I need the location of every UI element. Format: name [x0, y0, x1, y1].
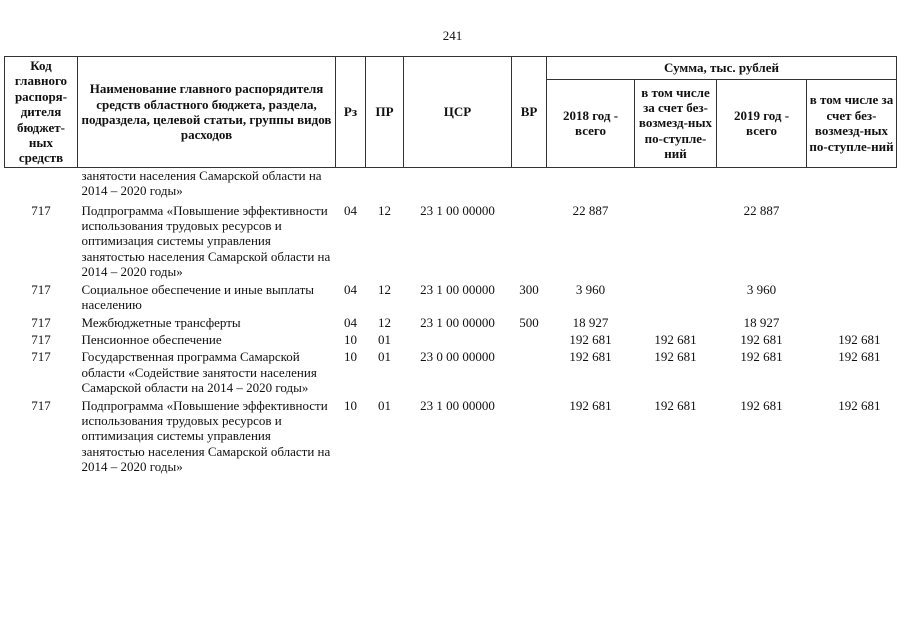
cell-vr [512, 330, 547, 347]
cell-2019-total: 192 681 [740, 349, 783, 365]
cell-vr [512, 396, 547, 475]
col-header-sum-group: Сумма, тыс. рублей [547, 57, 897, 80]
table-row [5, 313, 897, 330]
cell-2018-incl [635, 199, 717, 280]
cell-code: 717 [31, 331, 51, 347]
cell-2019-incl: 192 681 [838, 397, 881, 413]
cell-2018-total: 3 960 [575, 281, 606, 297]
col-header-rz: Рз [336, 57, 366, 168]
cell-2019-total: 3 960 [746, 281, 777, 297]
cell-rz: 04 [344, 202, 357, 218]
cell-name: Межбюджетные трансферты [81, 314, 241, 330]
cell-2018-total [547, 167, 635, 198]
cell-code: 717 [31, 349, 51, 365]
cell-pr: 01 [378, 397, 391, 413]
cell-rz: 10 [344, 349, 357, 365]
table-body [5, 167, 897, 474]
cell-2018-incl: 192 681 [654, 397, 697, 413]
budget-table [4, 56, 897, 475]
cell-code: 717 [31, 281, 51, 297]
cell-pr: 12 [378, 202, 391, 218]
cell-name: Государственная программа Самарской области «Содействие занятости населения Самарской области на 2014 – 2020 годы» [81, 349, 317, 396]
cell-name: занятости населения Самарской области на 2014 – 2020 годы» [81, 167, 322, 199]
table-row [5, 330, 897, 347]
cell-2018-incl: 192 681 [654, 349, 697, 365]
cell-name: Подпрограмма «Повышение эффективности использования трудовых ресурсов и оптимизация системы управления занятостью населения Самарской области на 2014 – 2020 годы» [81, 397, 331, 475]
cell-rz: 04 [344, 314, 357, 330]
cell-pr: 01 [378, 331, 391, 347]
cell-csr: 23 0 00 00000 [420, 349, 495, 365]
cell-csr [404, 330, 512, 347]
table-row [5, 280, 897, 313]
table-row [5, 396, 897, 475]
cell-2019-total: 192 681 [740, 331, 783, 347]
cell-name: Социальное обеспечение и иные выплаты населению [81, 281, 315, 313]
cell-code: 717 [31, 202, 51, 218]
cell-csr: 23 1 00 00000 [420, 202, 495, 218]
col-header-2019-total: 2019 год - всего [717, 79, 807, 167]
col-header-2018-incl: в том числе за счет без-возмезд-ных по-ступле-ний [635, 79, 717, 167]
cell-2018-total: 22 887 [572, 202, 609, 218]
cell-2019-incl [807, 167, 897, 198]
cell-2019-total: 18 927 [743, 314, 780, 330]
cell-csr: 23 1 00 00000 [420, 281, 495, 297]
cell-rz: 10 [344, 331, 357, 347]
cell-csr: 23 1 00 00000 [420, 397, 495, 413]
cell-2019-incl [807, 313, 897, 330]
cell-csr [404, 167, 512, 198]
cell-2019-total: 192 681 [740, 397, 783, 413]
cell-vr [512, 167, 547, 198]
cell-2018-incl [635, 313, 717, 330]
cell-2018-incl [635, 167, 717, 198]
col-header-csr: ЦСР [404, 57, 512, 168]
cell-code [5, 167, 78, 198]
page-number: 241 [442, 28, 463, 43]
cell-2018-total: 192 681 [569, 397, 612, 413]
cell-vr: 500 [519, 314, 539, 330]
cell-pr [366, 167, 404, 198]
cell-2019-total: 22 887 [743, 202, 780, 218]
cell-2018-incl: 192 681 [654, 331, 697, 347]
col-header-vr: ВР [512, 57, 547, 168]
cell-pr: 12 [378, 314, 391, 330]
cell-vr [512, 199, 547, 280]
cell-rz: 10 [344, 397, 357, 413]
cell-2019-total [717, 167, 807, 198]
cell-2018-total: 18 927 [572, 314, 609, 330]
cell-csr: 23 1 00 00000 [420, 314, 495, 330]
cell-pr: 12 [378, 281, 391, 297]
col-header-2018-total: 2018 год - всего [547, 79, 635, 167]
cell-2018-total: 192 681 [569, 349, 612, 365]
col-header-code: Код главного распоря-дителя бюджет-ных средств [5, 57, 78, 168]
cell-2019-incl [807, 199, 897, 280]
cell-rz [336, 167, 366, 198]
cell-rz: 04 [344, 281, 357, 297]
table-row [5, 167, 897, 198]
table-row [5, 347, 897, 395]
col-header-name: Наименование главного распорядителя средств областного бюджета, раздела, подраздела, целевой статьи, группы видов расходов [78, 57, 336, 168]
cell-name: Пенсионное обеспечение [81, 331, 222, 347]
cell-2018-incl [635, 280, 717, 313]
cell-2019-incl [807, 280, 897, 313]
cell-2019-incl: 192 681 [838, 331, 881, 347]
cell-code: 717 [31, 314, 51, 330]
cell-vr [512, 347, 547, 395]
table-row [5, 199, 897, 280]
cell-2018-total: 192 681 [569, 331, 612, 347]
col-header-2019-incl: в том числе за счет без-возмезд-ных по-ступле-ний [807, 79, 897, 167]
cell-name: Подпрограмма «Повышение эффективности использования трудовых ресурсов и оптимизация системы управления занятостью населения Самарской области на 2014 – 2020 годы» [81, 202, 331, 280]
cell-code: 717 [31, 397, 51, 413]
col-header-pr: ПР [366, 57, 404, 168]
cell-2019-incl: 192 681 [838, 349, 881, 365]
table-header [5, 57, 897, 168]
cell-pr: 01 [378, 349, 391, 365]
cell-vr: 300 [519, 281, 539, 297]
